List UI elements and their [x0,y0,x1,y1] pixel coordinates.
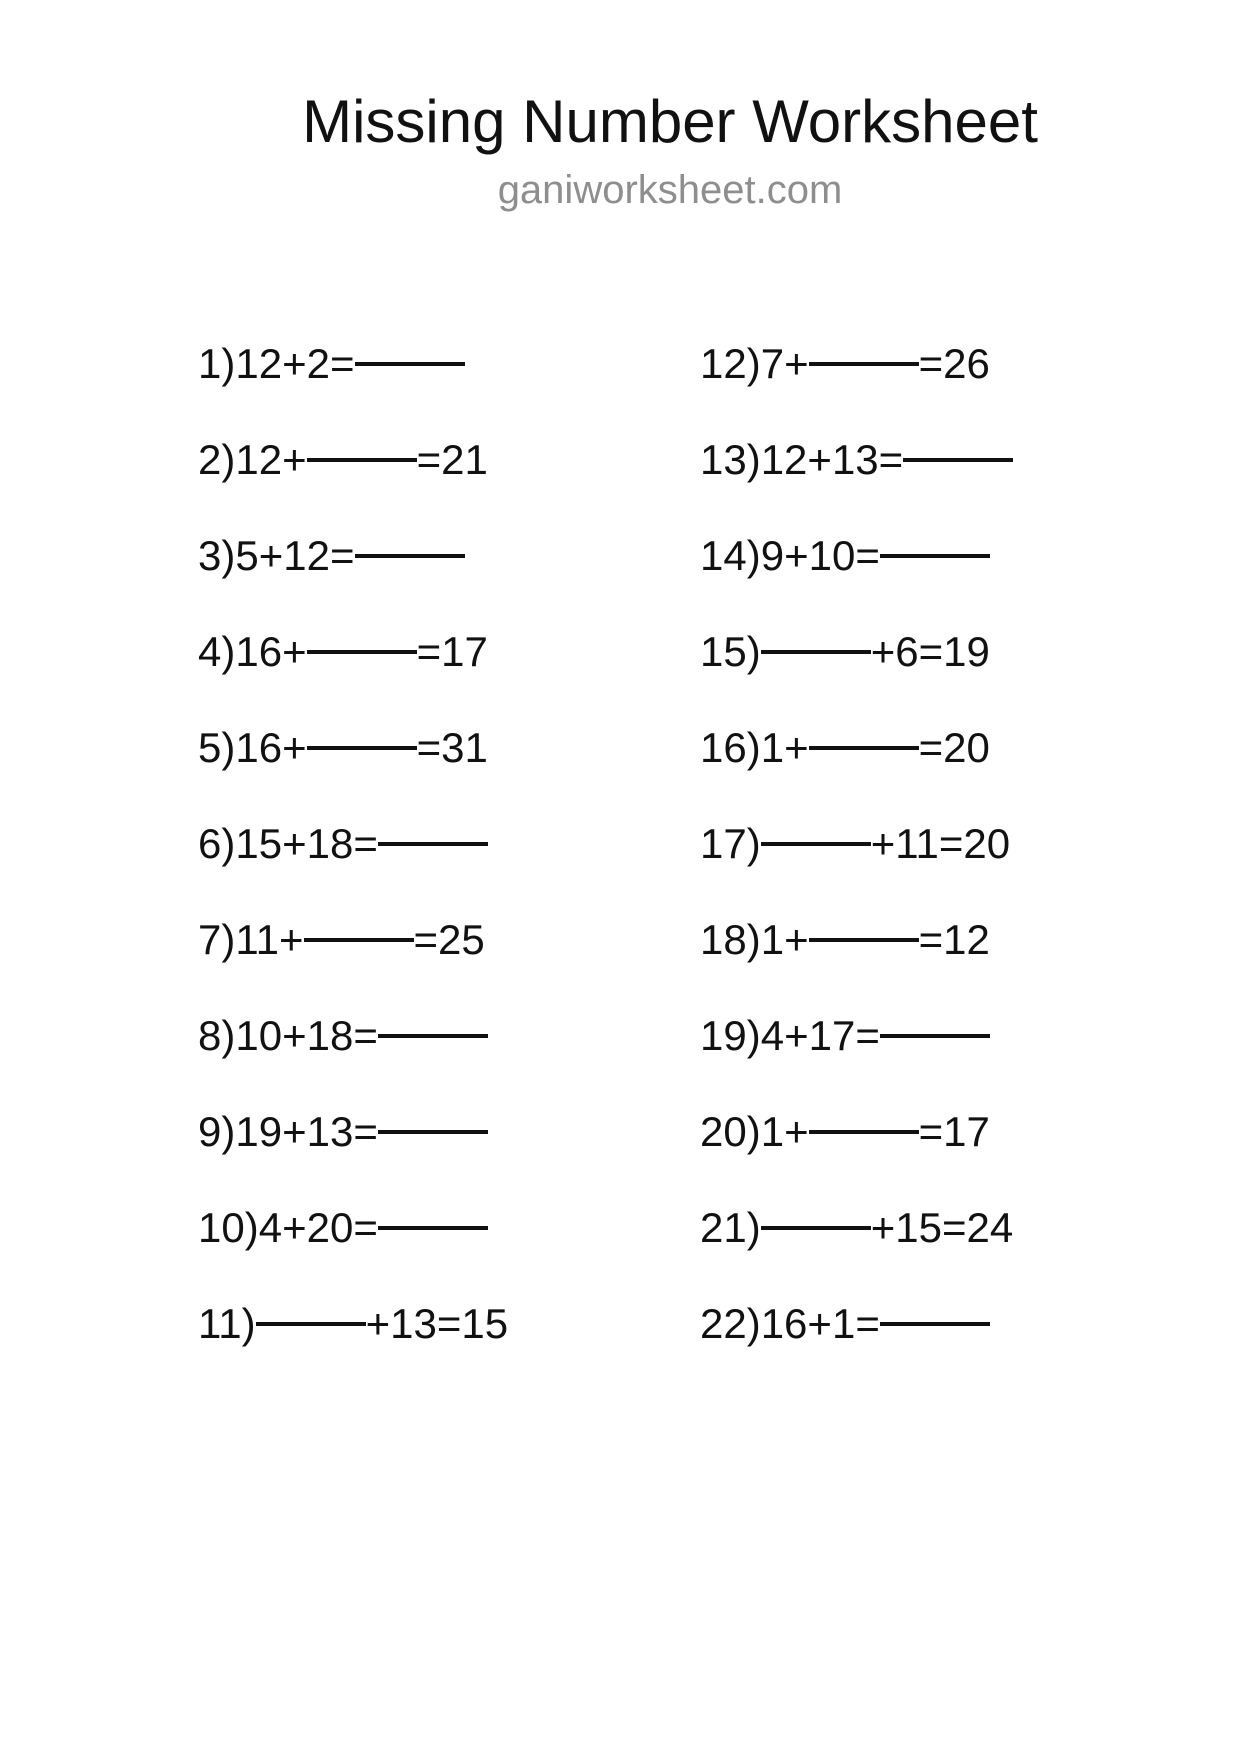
problem-number: 12) [700,339,761,387]
problem-term: = [416,627,442,675]
problem-row [198,604,628,700]
problem-term: = [329,339,355,387]
problem-term: = [918,1107,944,1155]
problem-term: 13 [831,435,879,483]
problem-term: = [918,339,944,387]
problem-row [700,1084,1130,1180]
problem-row [198,1180,628,1276]
problems-column-left [198,316,628,1372]
problem-row [198,1084,628,1180]
problem-term: 13 [306,1107,354,1155]
problem-term: 19 [235,1107,283,1155]
problem-term: 16 [235,723,283,771]
problem-term: 4 [258,1203,283,1251]
problem-term: = [878,435,904,483]
problem-term: + [258,531,284,579]
problem-number: 6) [198,819,236,867]
problem-term: 31 [441,723,488,771]
answer-blank [809,938,919,942]
problem-row [700,796,1130,892]
answer-blank [355,362,465,366]
problem-term: 18 [306,1011,354,1059]
problem-row [700,508,1130,604]
problem-term: + [282,1107,307,1155]
problem-row [700,988,1130,1084]
problem-row [198,988,628,1084]
problem-term: = [918,723,944,771]
problem-number: 13) [700,435,761,483]
problem-row [198,892,628,988]
problem-term: 13 [390,1299,437,1347]
site-credit: ganiworksheet.com [497,168,843,212]
problem-term: 1 [760,723,785,771]
problem-term: 2 [306,339,330,387]
answer-blank [809,746,919,750]
problem-term: = [436,1299,462,1347]
problem-term: = [855,1011,880,1059]
problem-term: 12 [283,531,330,579]
problem-term: + [784,915,809,963]
problem-term: + [784,1011,809,1059]
problem-term: = [353,1011,378,1059]
problem-term: + [784,339,809,387]
problem-term: 20 [943,723,990,771]
problem-term: = [855,1299,880,1347]
problem-term: + [282,1203,307,1251]
problem-term: = [855,531,880,579]
problem-row [198,316,628,412]
problem-term: 12 [943,915,990,963]
problem-term: = [413,915,439,963]
problem-number: 7) [198,915,236,963]
answer-blank [809,362,919,366]
problem-term: 20 [963,819,1011,867]
problems-column-right [700,316,1130,1372]
problem-term: 5 [235,531,259,579]
problem-row [700,316,1130,412]
problem-number: 1) [198,339,236,387]
problem-number: 20) [700,1107,761,1155]
problem-term: + [870,819,896,867]
problem-number: 10) [198,1203,259,1251]
answer-blank [378,1034,488,1038]
problem-term: = [918,915,944,963]
problem-term: 18 [306,819,354,867]
problem-number: 17) [700,819,761,867]
problem-number: 19) [700,1011,761,1059]
problem-term: 21 [441,435,488,483]
answer-blank [378,1130,488,1134]
problem-row [198,700,628,796]
problem-term: + [784,723,809,771]
problem-term: + [278,915,304,963]
problem-term: 26 [943,339,990,387]
problem-row [700,892,1130,988]
answer-blank [880,1322,990,1326]
problem-row [700,412,1130,508]
problem-term: 16 [760,1299,808,1347]
problem-term: 11 [895,819,939,867]
problem-term: + [870,1203,896,1251]
problem-term: 12 [760,435,808,483]
problem-term: 19 [943,627,990,675]
problem-term: 15 [235,819,283,867]
problem-row [198,508,628,604]
problem-number: 3) [198,531,236,579]
answer-blank [880,1034,990,1038]
problem-term: = [938,819,964,867]
answer-blank [378,842,488,846]
problem-term: 1 [760,1107,785,1155]
problem-term: 16 [235,627,283,675]
problem-number: 11) [198,1299,256,1347]
problem-term: + [365,1299,391,1347]
answer-blank [809,1130,919,1134]
problem-term: 15 [895,1203,942,1251]
answer-blank [304,938,414,942]
answer-blank [761,1226,871,1230]
answer-blank [307,458,417,462]
problem-term: 15 [461,1299,509,1347]
problem-number: 18) [700,915,761,963]
problem-row [700,604,1130,700]
problem-term: 6 [895,627,919,675]
problem-row [198,796,628,892]
problem-term: 4 [760,1011,785,1059]
problem-row [198,412,628,508]
problem-term: + [282,435,307,483]
problem-number: 9) [198,1107,236,1155]
problem-term: 10 [808,531,856,579]
answer-blank [880,554,990,558]
problem-term: 1 [831,1299,856,1347]
problem-term: 12 [235,435,283,483]
problem-number: 2) [198,435,236,483]
problem-number: 21) [700,1203,761,1251]
answer-blank [378,1226,488,1230]
answer-blank [256,1322,366,1326]
problem-term: = [353,1203,378,1251]
problem-number: 14) [700,531,761,579]
problem-term: = [918,627,944,675]
worksheet-header [100,86,1240,214]
problem-term: + [784,531,809,579]
problem-term: 25 [438,915,485,963]
problem-term: 1 [760,915,785,963]
problem-term: 17 [808,1011,856,1059]
problem-row [700,700,1130,796]
problem-row [700,1276,1130,1372]
problem-term: 17 [441,627,488,675]
problem-term: + [282,339,307,387]
problem-term: + [870,627,896,675]
problem-term: 9 [760,531,785,579]
problem-number: 4) [198,627,236,675]
problem-number: 5) [198,723,236,771]
problem-term: + [282,1011,307,1059]
problem-term: 7 [760,339,785,387]
problem-term: 24 [966,1203,1014,1251]
problem-term: 12 [235,339,283,387]
problem-row [700,1180,1130,1276]
problem-term: 20 [306,1203,354,1251]
problem-number: 8) [198,1011,236,1059]
problem-term: + [282,723,307,771]
problem-row [198,1276,628,1372]
problem-term: = [416,723,442,771]
answer-blank [307,746,417,750]
answer-blank [903,458,1013,462]
problem-number: 15) [700,627,761,675]
problem-term: 17 [943,1107,990,1155]
answer-blank [307,650,417,654]
problem-term: + [282,627,307,675]
answer-blank [761,650,871,654]
problem-term: 10 [235,1011,283,1059]
problem-number: 16) [700,723,761,771]
problem-term: 11 [235,915,279,963]
problem-term: = [353,1107,378,1155]
answer-blank [761,842,871,846]
problem-number: 22) [700,1299,761,1347]
page-title: Missing Number Worksheet [302,88,1038,155]
problem-term: + [807,435,832,483]
problem-term: + [784,1107,809,1155]
problem-term: = [416,435,442,483]
problem-term: = [353,819,378,867]
problem-term: = [941,1203,967,1251]
problem-term: = [329,531,355,579]
answer-blank [355,554,465,558]
problem-term: + [282,819,307,867]
problem-term: + [807,1299,832,1347]
